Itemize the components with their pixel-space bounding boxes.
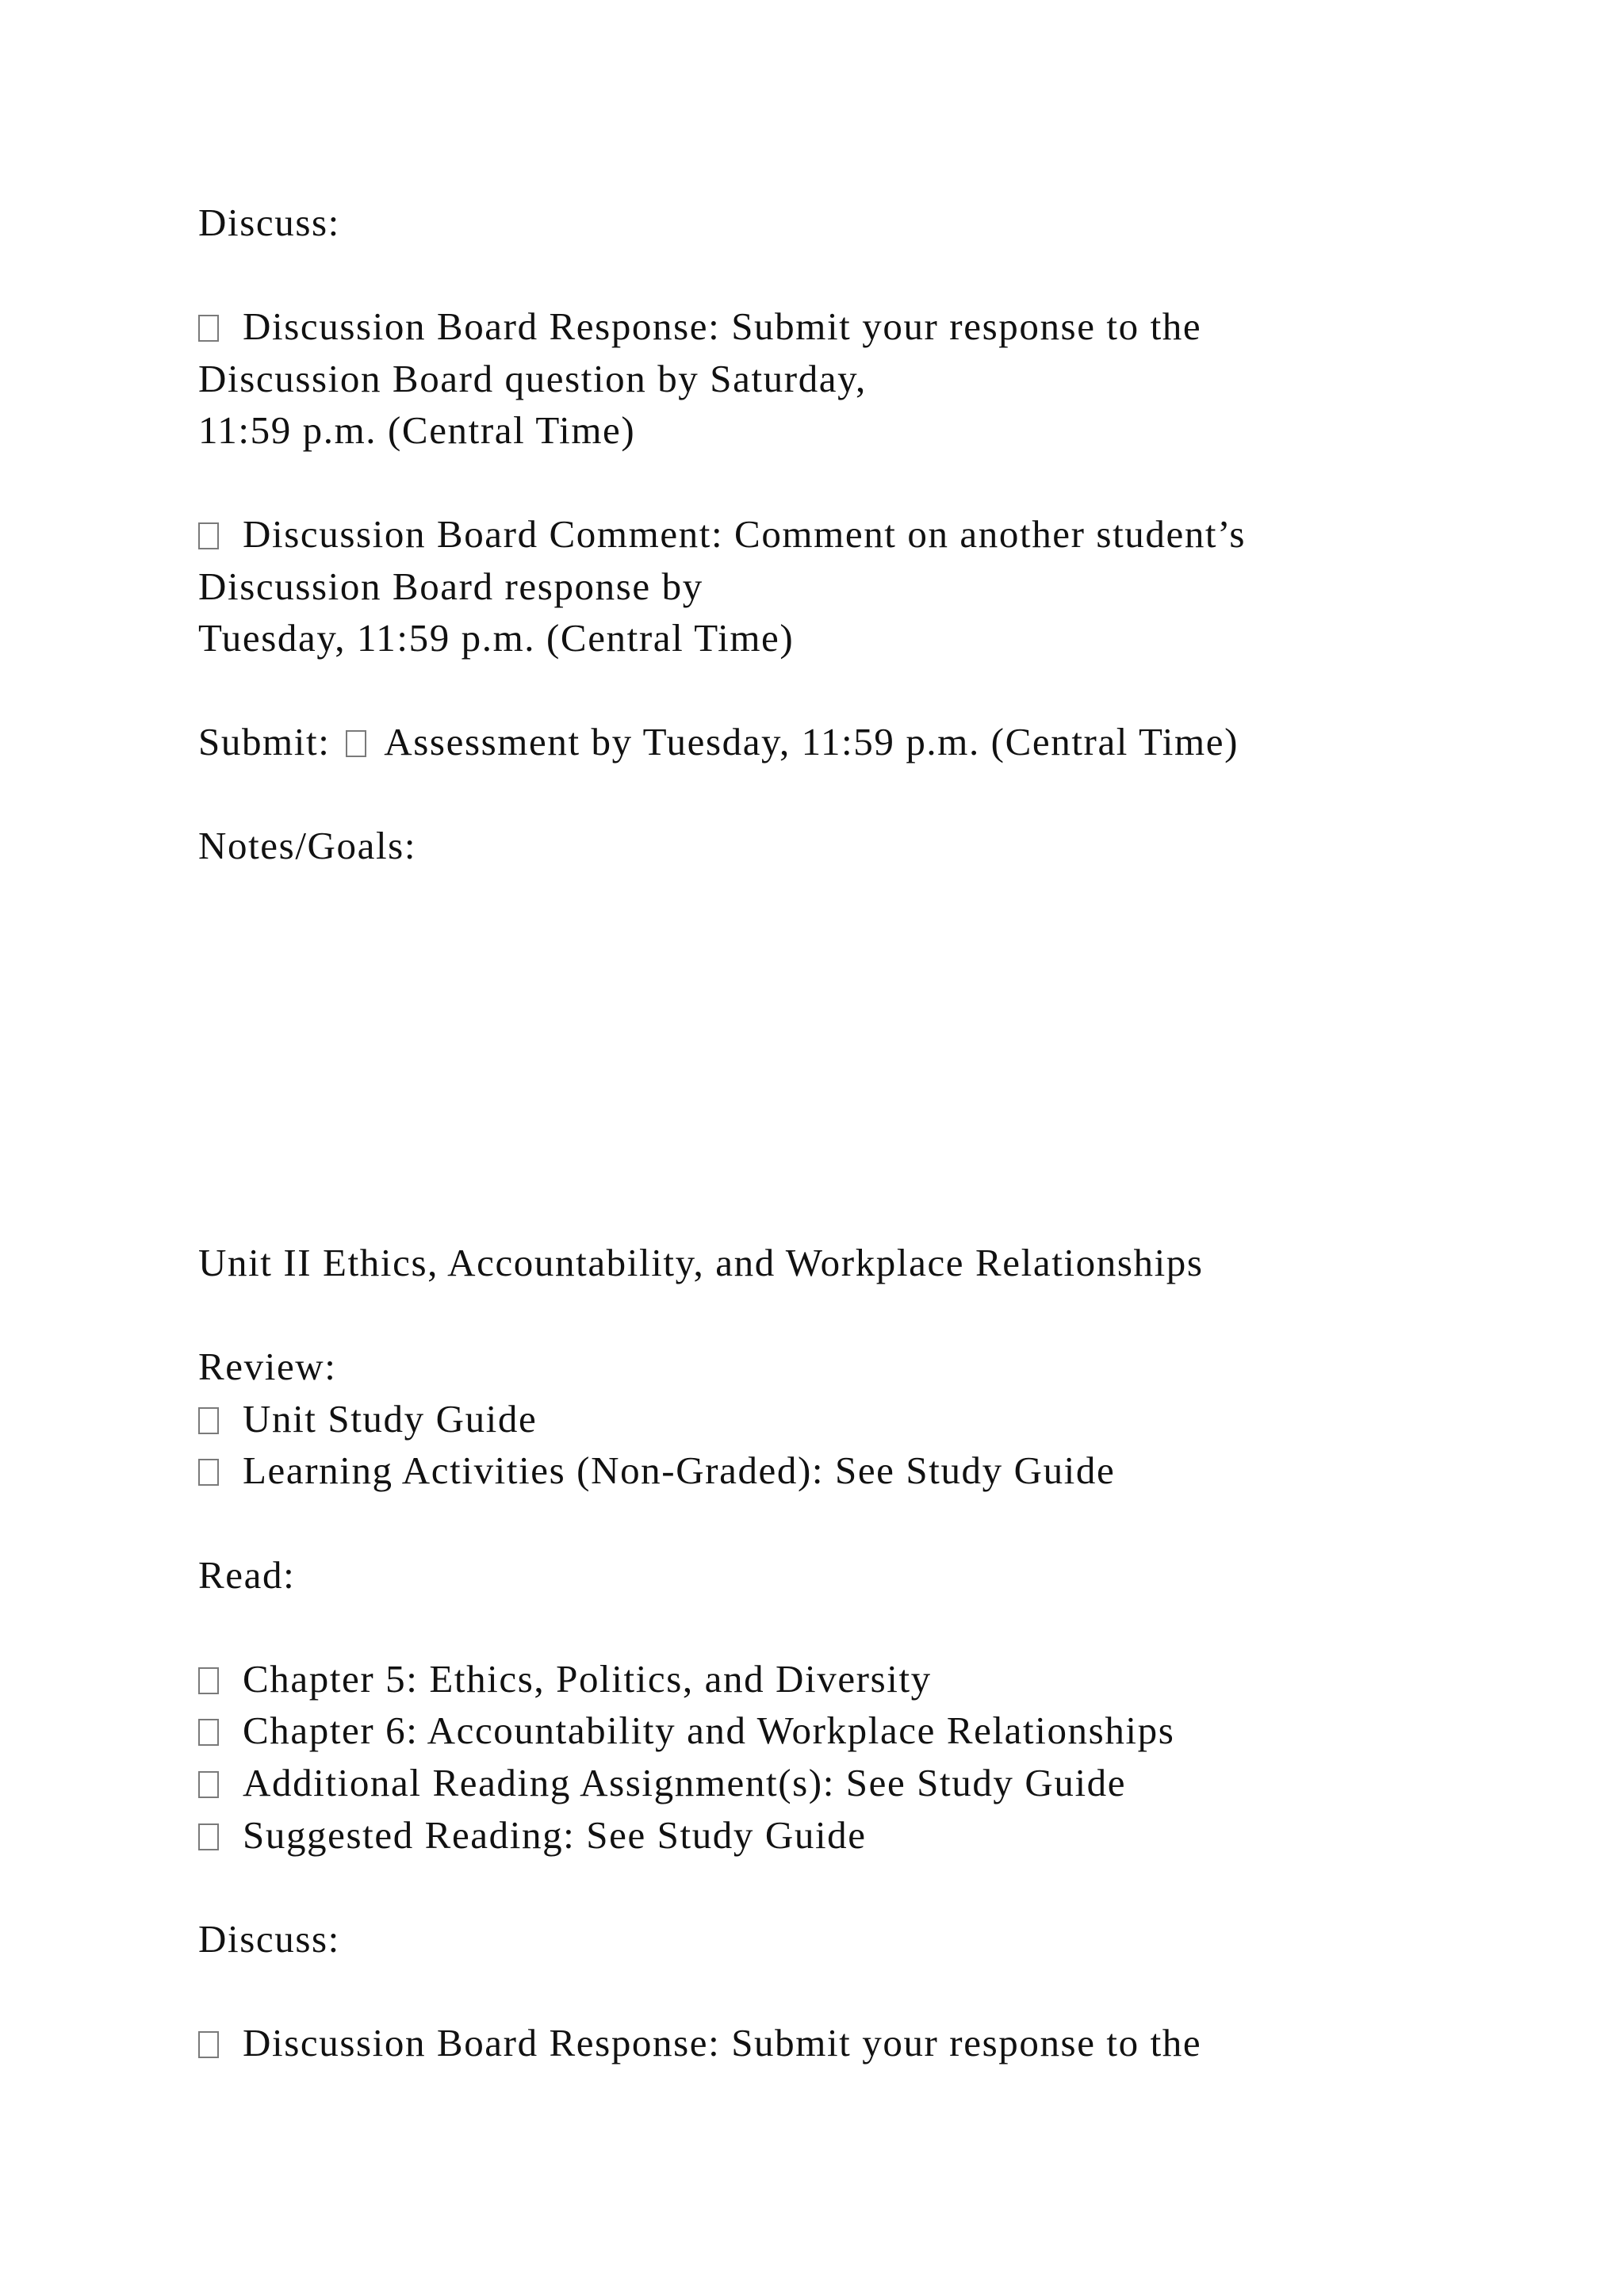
bullet-box-icon bbox=[198, 1459, 219, 1486]
bullet-box-icon bbox=[198, 1407, 219, 1434]
bullet-box-icon bbox=[346, 730, 366, 757]
submit-line bbox=[198, 718, 1239, 766]
unit-title: Unit II Ethics, Accountability, and Workplace Relationships bbox=[198, 1241, 1204, 1284]
discussion-comment-line-1 bbox=[198, 511, 1246, 558]
bullet-box-icon bbox=[198, 1771, 219, 1798]
discussion-comment-text-1: Discussion Board Comment: Comment on another student’s bbox=[243, 512, 1247, 556]
discussion-comment-line-3: Tuesday, 11:59 p.m. (Central Time) bbox=[198, 616, 795, 660]
read-item-text: Additional Reading Assignment(s): See Study Guide bbox=[243, 1761, 1127, 1804]
discussion-response-line-2: Discussion Board question by Saturday, bbox=[198, 357, 867, 400]
read-heading: Read: bbox=[198, 1553, 296, 1597]
bullet-box-icon bbox=[198, 1719, 219, 1746]
discuss-heading: Discuss: bbox=[198, 201, 340, 244]
discussion-comment-line-2: Discussion Board response by bbox=[198, 564, 703, 608]
review-item bbox=[198, 1395, 537, 1443]
read-item bbox=[198, 1759, 1126, 1807]
read-item bbox=[198, 1707, 1174, 1755]
review-heading: Review: bbox=[198, 1345, 337, 1388]
review-item-text: Unit Study Guide bbox=[243, 1397, 538, 1441]
read-item-text: Chapter 5: Ethics, Politics, and Diversity bbox=[243, 1657, 932, 1701]
bullet-box-icon bbox=[198, 522, 219, 549]
submit-label: Submit: bbox=[198, 720, 331, 763]
submit-text: Assessment by Tuesday, 11:59 p.m. (Central Time) bbox=[384, 720, 1239, 763]
discuss-heading: Discuss: bbox=[198, 1917, 340, 1961]
discussion-response-line-3: 11:59 p.m. (Central Time) bbox=[198, 408, 636, 452]
discussion-response-line-1 bbox=[198, 303, 1201, 350]
bullet-box-icon bbox=[198, 1823, 219, 1850]
notes-goals-heading: Notes/Goals: bbox=[198, 824, 417, 867]
bullet-box-icon bbox=[198, 2031, 219, 2058]
review-item bbox=[198, 1447, 1115, 1494]
discussion-response-line-1 bbox=[198, 2019, 1201, 2067]
read-item-text: Chapter 6: Accountability and Workplace Relationships bbox=[243, 1709, 1175, 1752]
review-item-text: Learning Activities (Non-Graded): See Study Guide bbox=[243, 1448, 1116, 1492]
read-item bbox=[198, 1655, 932, 1703]
bullet-box-icon bbox=[198, 315, 219, 342]
read-item bbox=[198, 1812, 867, 1859]
read-item-text: Suggested Reading: See Study Guide bbox=[243, 1813, 867, 1857]
discussion-response-text-1: Discussion Board Response: Submit your response to the bbox=[243, 2021, 1202, 2064]
bullet-box-icon bbox=[198, 1667, 219, 1694]
discussion-response-text-1: Discussion Board Response: Submit your response to the bbox=[243, 304, 1202, 348]
